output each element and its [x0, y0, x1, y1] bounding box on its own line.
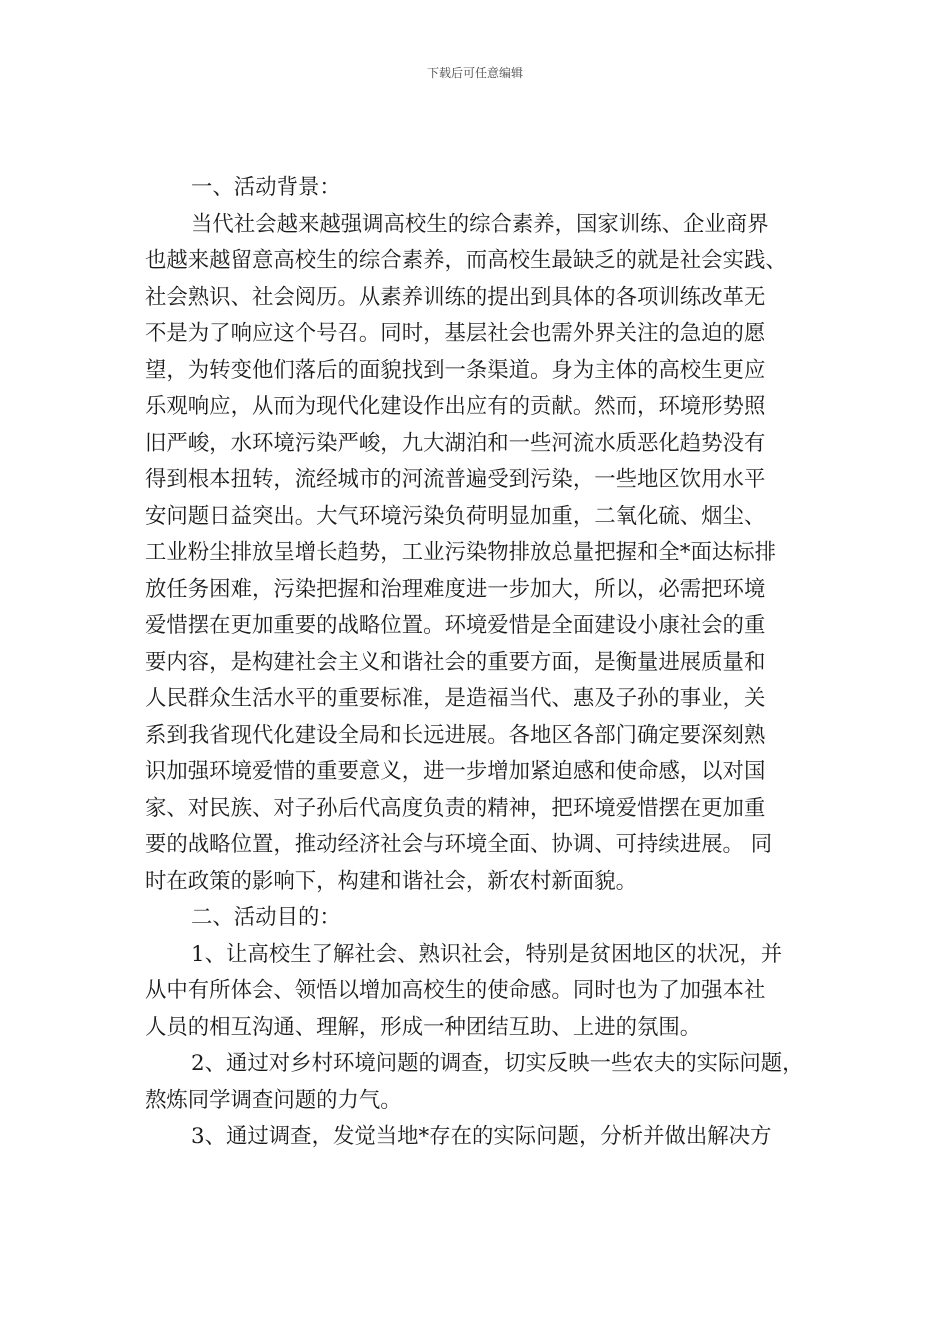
text-line: 一、活动背景：: [191, 175, 341, 200]
text-line: 家、对民族、对子孙后代高度负责的精神，把环境爱惜摆在更加重: [145, 795, 766, 821]
text-line: 得到根本扭转，流经城市的河流普遍受到污染，一些地区饮用水平: [145, 467, 766, 492]
text-line: 旧严峻，水环境污染严峻，九大湖泊和一些河流水质恶化趋势没有: [145, 430, 766, 456]
text-line: 2、通过对乡村环境问题的调查，切实反映一些农夫的实际问题，: [191, 1051, 804, 1076]
text-line: 社会熟识、社会阅历。从素养训练的提出到具体的各项训练改革无: [145, 284, 766, 310]
text-line: 爱惜摆在更加重要的战略位置。环境爱惜是全面建设小康社会的重: [145, 613, 766, 638]
text-line: 1、让高校生了解社会、熟识社会，特别是贫困地区的状况，并: [191, 941, 783, 967]
text-line: 熬炼同学调查问题的力气。: [145, 1087, 402, 1113]
text-line: 3、通过调查，发觉当地*存在的实际问题，分析并做出解决方: [191, 1124, 772, 1149]
text-line: 也越来越留意高校生的综合素养，而高校生最缺乏的就是社会实践、: [145, 248, 787, 273]
text-line: 时在政策的影响下，构建和谐社会，新农村新面貌。: [145, 868, 637, 894]
text-line: 当代社会越来越强调高校生的综合素养，国家训练、企业商界: [191, 211, 769, 237]
text-line: 望，为转变他们落后的面貌找到一条渠道。身为主体的高校生更应: [145, 357, 766, 383]
text-line: 工业粉尘排放呈增长趋势，工业污染物排放总量把握和全*面达标排: [145, 540, 777, 565]
text-line: 系到我省现代化建设全局和长远进展。各地区各部门确定要深刻熟: [145, 722, 766, 748]
text-line: 不是为了响应这个号召。同时，基层社会也需外界关注的急迫的愿: [145, 321, 766, 346]
text-line: 二、活动目的：: [191, 905, 341, 930]
text-line: 要内容，是构建社会主义和谐社会的重要方面，是衡量进展质量和: [145, 649, 766, 675]
page-header-note: 下载后可任意编辑: [426, 66, 523, 80]
text-line: 人民群众生活水平的重要标准，是造福当代、惠及子孙的事业，关: [145, 686, 766, 711]
text-line: 人员的相互沟通、理解，形成一种团结互助、上进的氛围。: [145, 1014, 702, 1040]
text-line: 放任务困难，污染把握和治理难度进一步加大，所以，必需把环境: [145, 576, 766, 602]
text-line: 要的战略位置，推动经济社会与环境全面、协调、可持续进展。 同: [145, 832, 773, 857]
text-line: 乐观响应，从而为现代化建设作出应有的贡献。然而，环境形势照: [145, 394, 766, 419]
text-line: 从中有所体会、领悟以增加高校生的使命感。同时也为了加强本社: [145, 978, 766, 1003]
text-line: 识加强环境爱惜的重要意义，进一步增加紧迫感和使命感，以对国: [145, 759, 766, 784]
document-body: [145, 170, 815, 1156]
text-line: 安问题日益突出。大气环境污染负荷明显加重，二氧化硫、烟尘、: [145, 503, 766, 529]
